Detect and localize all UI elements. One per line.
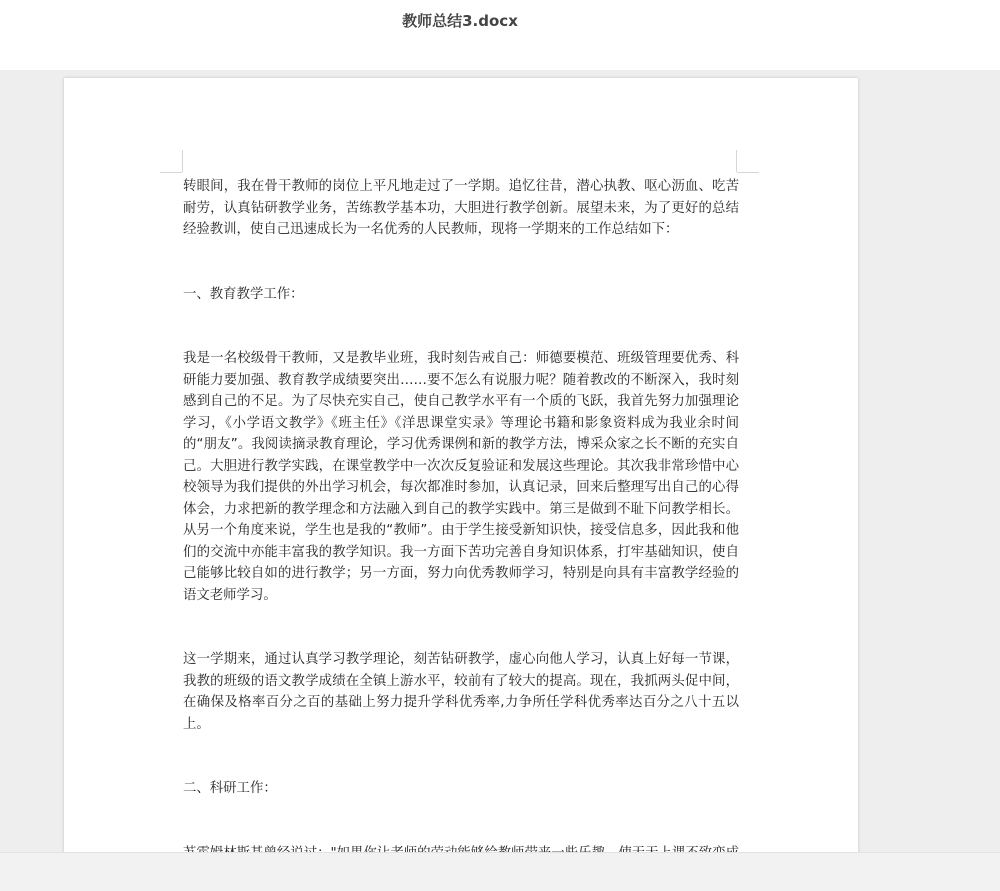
paragraph-intro: 转眼间，我在骨干教师的岗位上平凡地走过了一学期。追忆往昔，潜心执教、呕心沥血、吃苦耐劳，认真钻研教学业务，苦练教学基本功，大胆进行教学创新。展望未来，为了更好的总结经验教训，使自己迅速成长为一名优秀的人民教师，现将一学期来的工作总结如下： [183, 179, 739, 237]
paragraph-teaching-results: 这一学期来，通过认真学习教学理论，刻苦钻研教学，虚心向他人学习，认真上好每一节课，我教的班级的语文教学成绩在全镇上游水平，较前有了较大的提高。现在，我抓两头促中间，在确保及格率百分之百的基础上努力提升学科优秀率,力争所任学科优秀率达百分之八十五以上。 [183, 652, 739, 732]
margin-mark-top-right-h [737, 172, 759, 173]
top-bar [0, 0, 1000, 70]
heading-research-work: 二、科研工作： [183, 781, 277, 796]
bottom-bar [0, 852, 1000, 891]
margin-mark-top-right [736, 150, 737, 172]
document-content [183, 176, 739, 886]
document-title: 教师总结3.docx [402, 12, 518, 30]
heading-teaching-work: 一、教育教学工作： [183, 286, 304, 302]
paragraph-teaching-detail: 我是一名校级骨干教师，又是教毕业班，我时刻告戒自己：师德要模范、班级管理要优秀、科研能力要加强、教育教学成绩要突出……要不怎么有说服力呢？随着教改的不断深入，我时刻感到自己的不足。为了尽快充实自己，使自己教学水平有一个质的飞跃，我首先努力加强理论学习，《小学语文教学》《班主任》《洋思课堂实录》等理论书籍和影象资料成为我业余时间的“朋友”。我阅读摘录教育理论，学习优秀课例和新的教学方法，博采众家之长不断的充实自己。大胆进行教学实践，在课堂教学中一次次反复验证和发展这些理论。其次我非常珍惜中心校领导为我们提供的外出学习机会，每次都准时参加，认真记录，回来后整理写出自己的心得体会，力求把新的教学理念和方法融入到自己的教学实践中。第三是做到不耻下问教学相长。从另一个角度来说，学生也是我的“教师”。由于学生接受新知识快，接受信息多，因此我和他们的交流中亦能丰富我的教学知识。我一方面下苦功完善自身知识体系，打牢基础知识，使自己能够比较自如的进行教学；另一方面，努力向优秀教师学习，特别是向具有丰富教学经验的语文老师学习。 [183, 351, 739, 603]
margin-mark-top-left-h [160, 172, 182, 173]
margin-mark-top-left [182, 150, 183, 172]
document-viewer[interactable] [0, 70, 1000, 890]
document-page [64, 78, 858, 890]
